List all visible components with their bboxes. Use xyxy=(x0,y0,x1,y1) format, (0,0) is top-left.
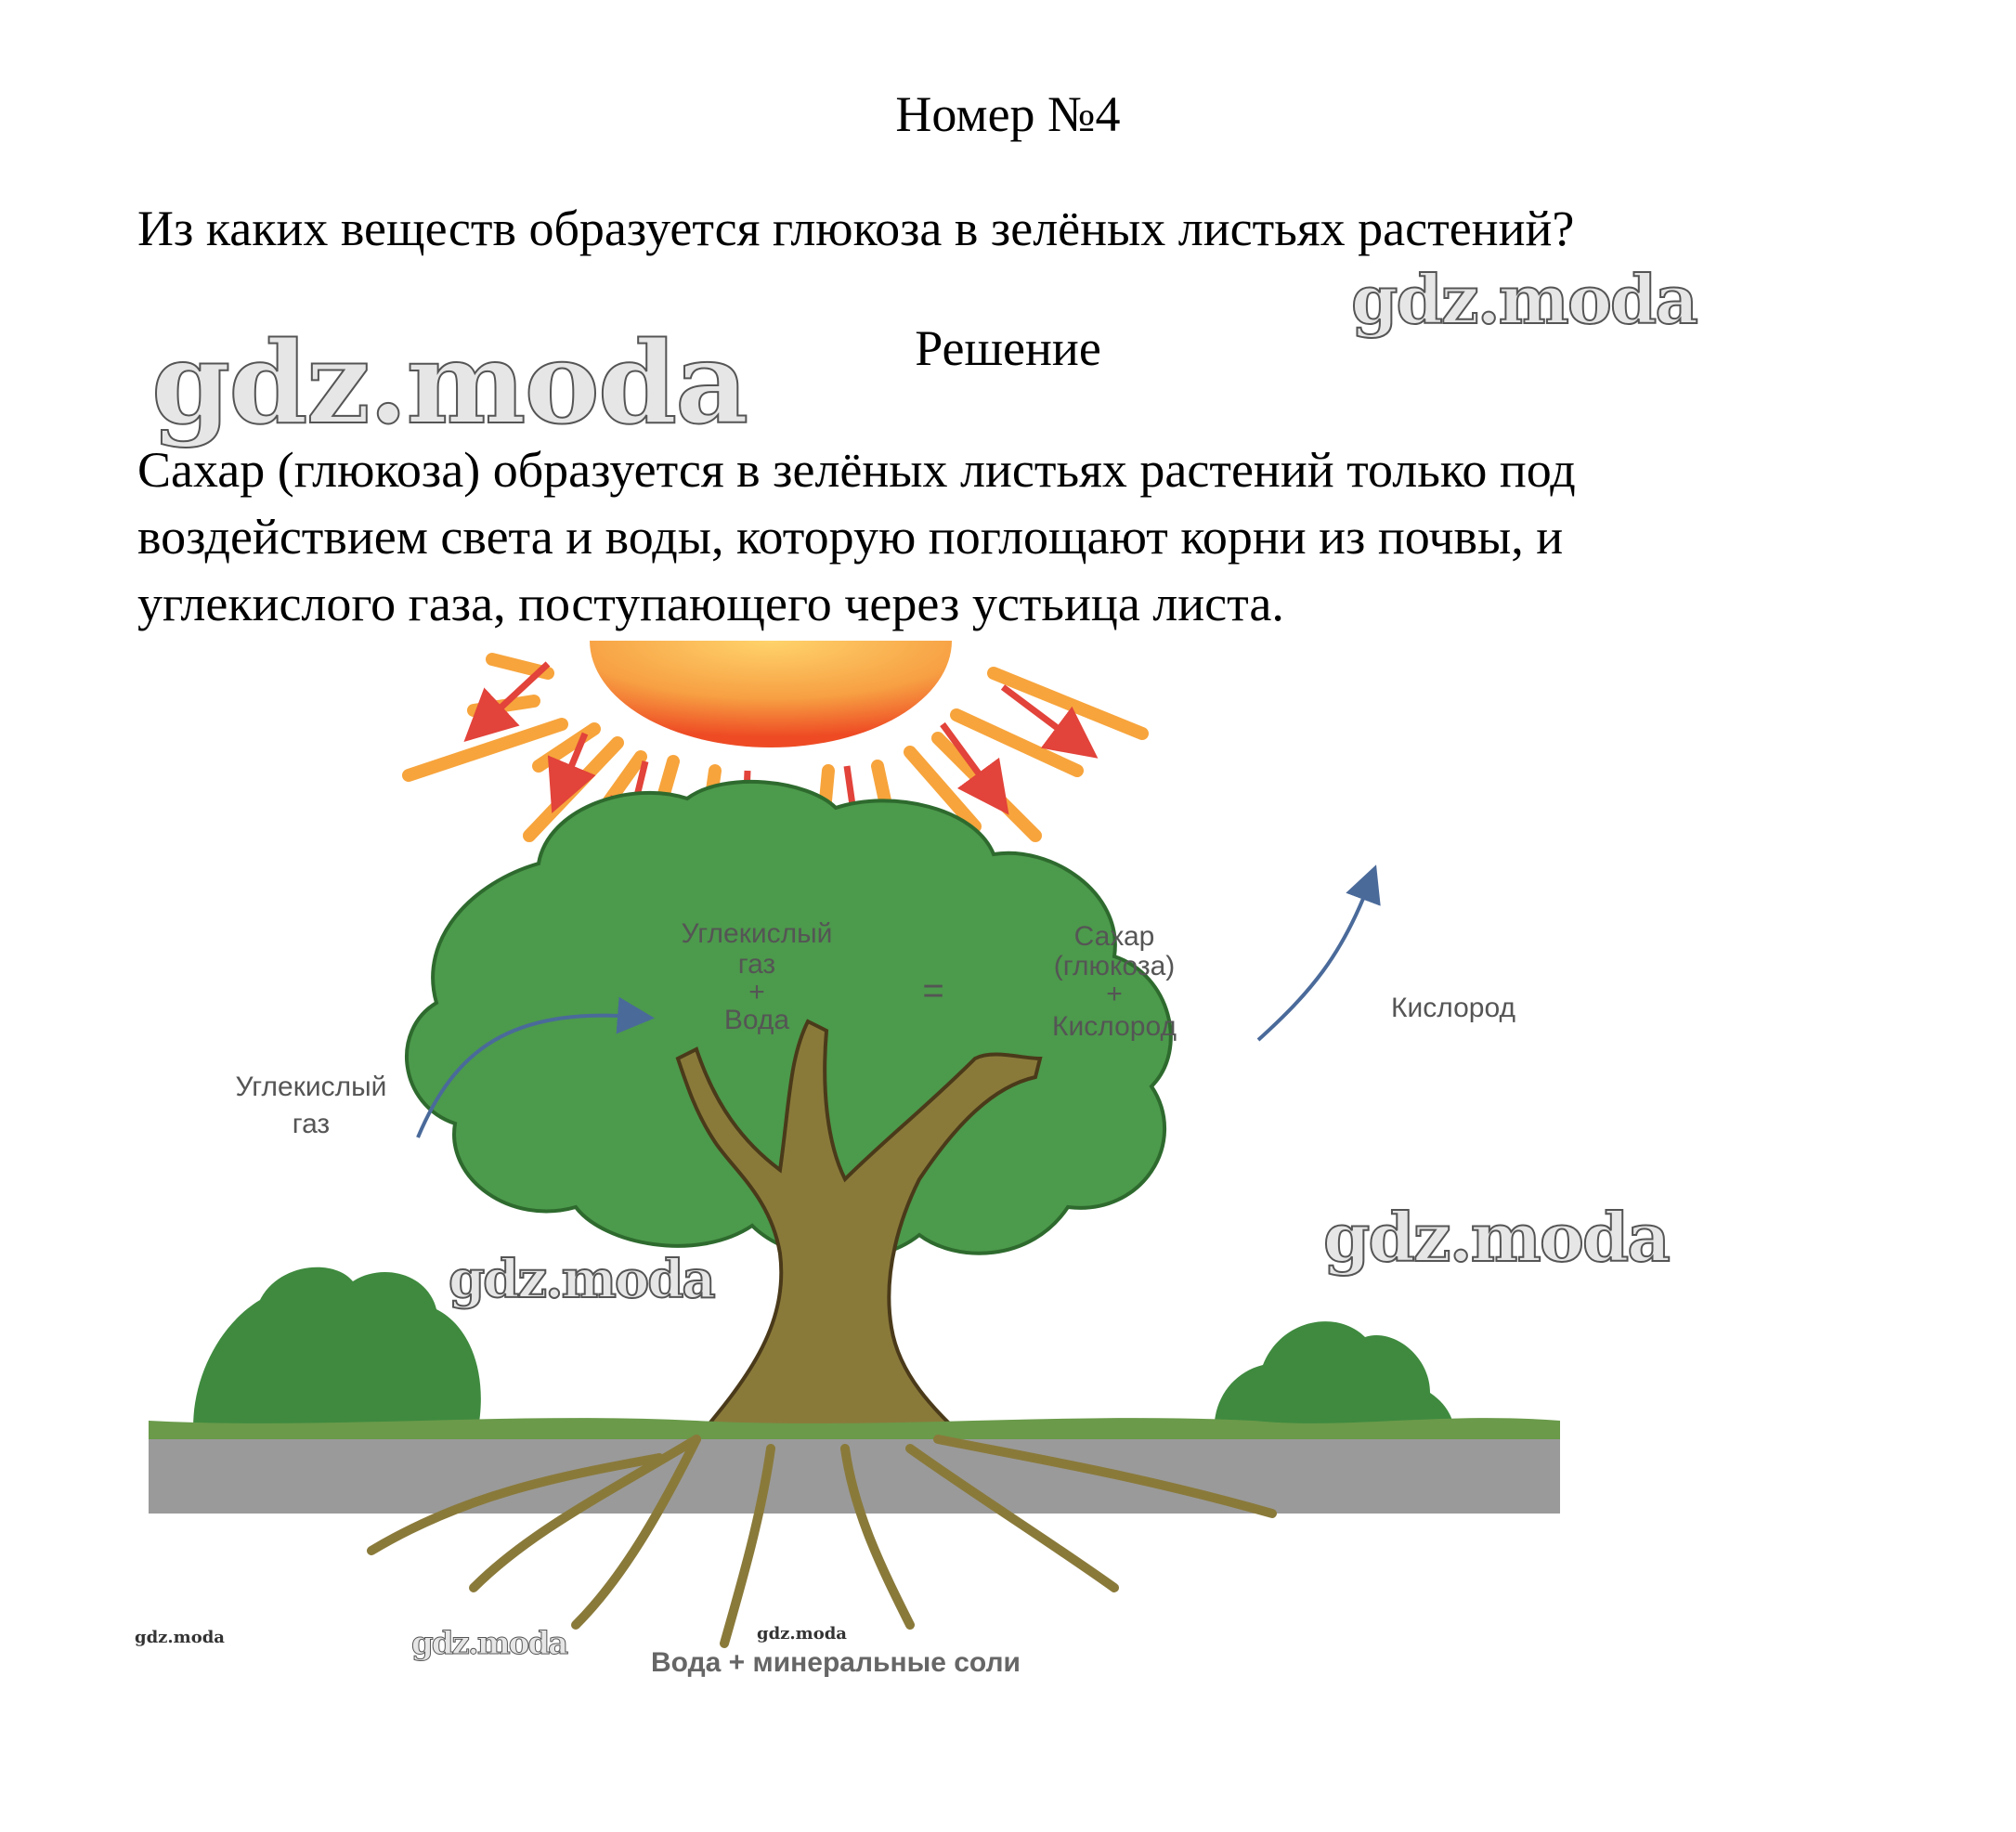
watermark: gdz.moda xyxy=(135,1628,225,1647)
answer-line: углекислого газа, поступающего через устьица листа. xyxy=(137,576,1284,631)
equation-right-line2: (глюкоза) xyxy=(1053,951,1176,981)
equation-right-plus: + xyxy=(1106,979,1123,1009)
equation-left-line3: Вода xyxy=(723,1005,790,1035)
question-text: Из каких веществ образуется глюкоза в зелёных листьях растений? xyxy=(137,201,1575,256)
photosynthesis-diagram xyxy=(139,622,1579,1699)
sun xyxy=(590,641,952,747)
co2-label-line2: газ xyxy=(292,1109,331,1139)
equation-equals: = xyxy=(922,970,944,1011)
answer-line: Сахар (глюкоза) образуется в зелёных листьях растений только под xyxy=(137,442,1576,498)
watermark: gdz.moda xyxy=(1351,260,1697,339)
equation-left-line1: Углекислый xyxy=(681,918,833,949)
solution-heading: Решение xyxy=(915,320,1101,376)
watermark: gdz.moda xyxy=(151,316,748,449)
equation-right-line1: Сахар xyxy=(1073,921,1155,952)
watermark: gdz.moda xyxy=(411,1625,567,1662)
equation-right-line3: Кислород xyxy=(1052,1011,1177,1042)
watermark: gdz.moda xyxy=(449,1249,714,1310)
answer-line: воздействием света и воды, которую поглощают корни из почвы, и xyxy=(137,509,1564,565)
page-title: Номер №4 xyxy=(895,86,1121,142)
equation-left-plus: + xyxy=(748,977,765,1007)
watermark: gdz.moda xyxy=(757,1624,847,1644)
roots-label: Вода + минеральные соли xyxy=(651,1647,1021,1678)
watermark: gdz.moda xyxy=(1323,1198,1669,1277)
answer-text xyxy=(137,436,1902,637)
equation-left-line2: газ xyxy=(737,949,776,980)
o2-out-arrow xyxy=(1258,882,1370,1040)
co2-label-line1: Углекислый xyxy=(235,1072,387,1102)
o2-label: Кислород xyxy=(1391,993,1515,1023)
